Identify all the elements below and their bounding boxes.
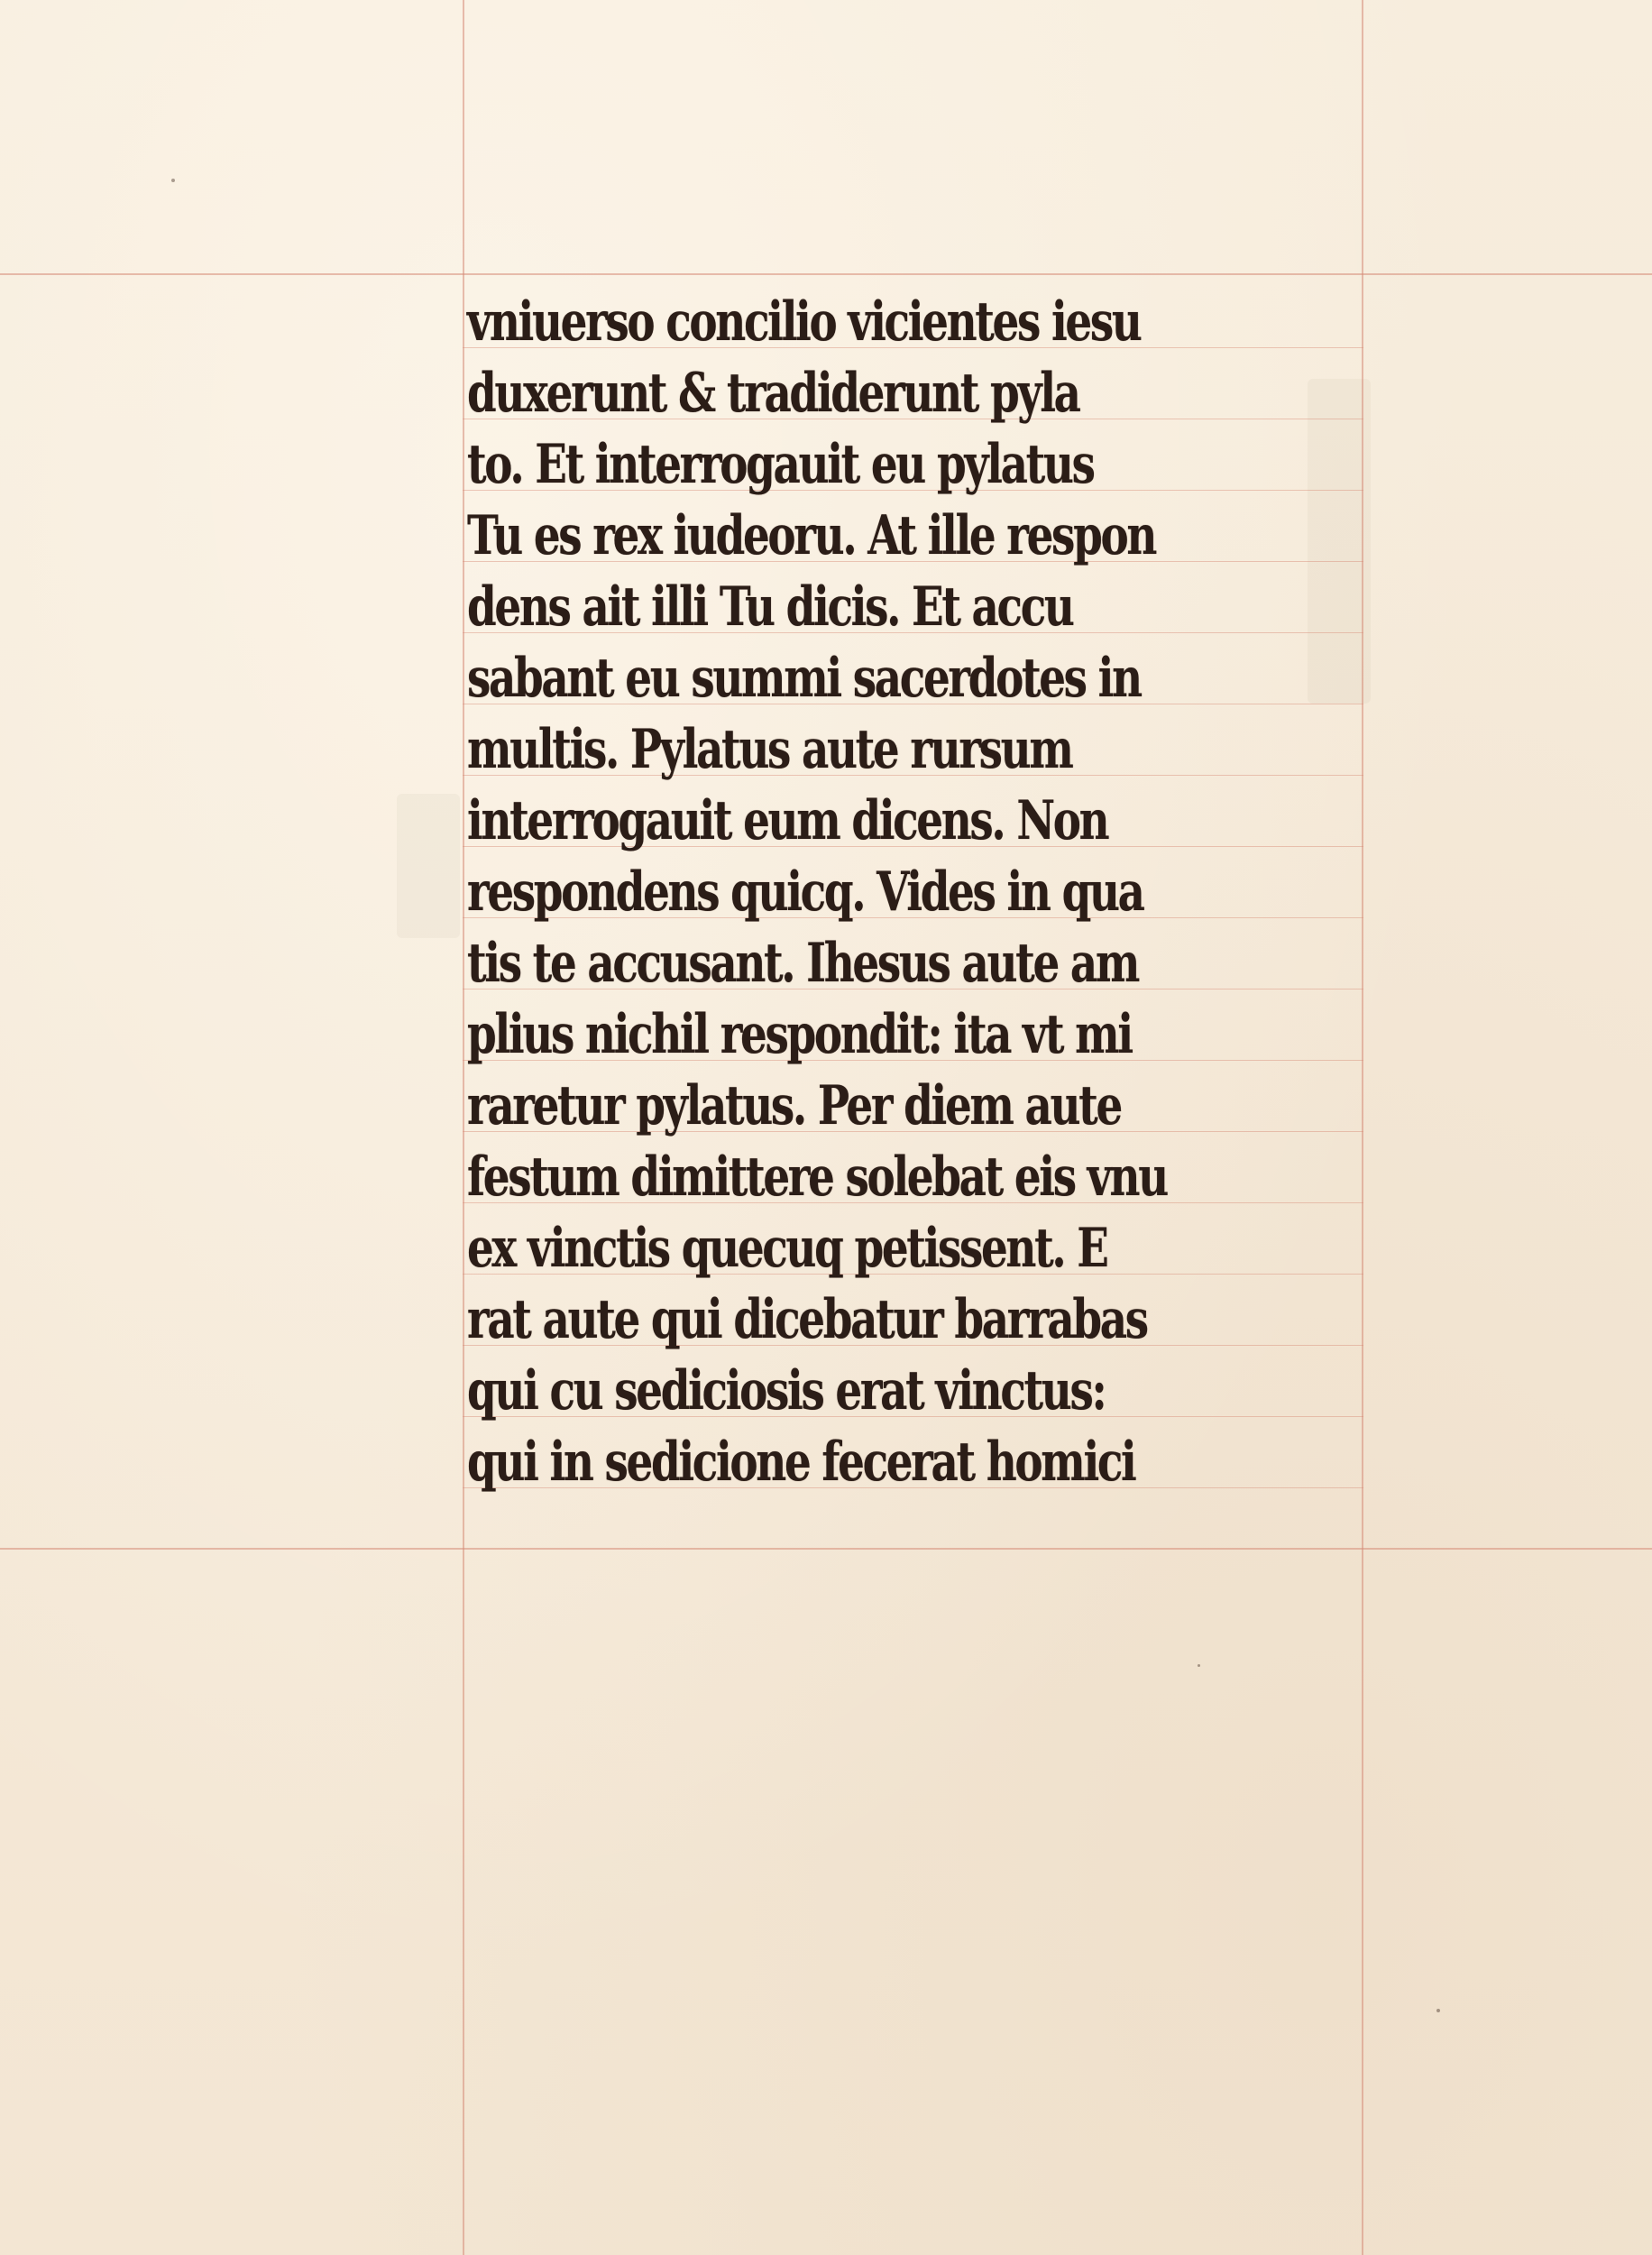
bottom-margin-rule [0, 1548, 1652, 1550]
text-line: duxerunt & tradiderunt pyla [467, 362, 1079, 425]
text-line: interrogauit eum dicens. Non [467, 789, 1108, 852]
text-line: ex vinctis quecuq petissent. E [467, 1217, 1107, 1280]
text-line: Tu es rex iudeoru. At ille respon [467, 504, 1156, 567]
text-line: raretur pylatus. Per diem aute [467, 1074, 1121, 1137]
text-line: festum dimittere solebat eis vnu [467, 1146, 1167, 1209]
text-line: vniuerso concilio vicientes iesu [467, 290, 1141, 354]
text-line: sabant eu summi sacerdotes in [467, 647, 1141, 710]
text-line: dens ait illi Tu dicis. Et accu [467, 575, 1073, 639]
parchment-speck [1436, 2009, 1440, 2012]
parchment-speck [171, 179, 175, 182]
text-line: qui cu sediciosis erat vinctus: [467, 1359, 1106, 1422]
text-line: to. Et interrogauit eu pylatus [467, 433, 1094, 496]
text-line: qui in sedicione fecerat homici [467, 1431, 1135, 1494]
bleed-through-shadow [397, 794, 460, 938]
manuscript-text-block [467, 287, 1378, 1498]
text-line: plius nichil respondit: ita vt mi [467, 1003, 1132, 1066]
text-line: tis te accusant. Ihesus aute am [467, 932, 1139, 995]
text-line: respondens quicq. Vides in qua [467, 861, 1143, 924]
parchment-speck [1198, 1664, 1200, 1667]
text-line: rat aute qui dicebatur barrabas [467, 1288, 1147, 1351]
text-line: multis. Pylatus aute rursum [467, 718, 1072, 781]
